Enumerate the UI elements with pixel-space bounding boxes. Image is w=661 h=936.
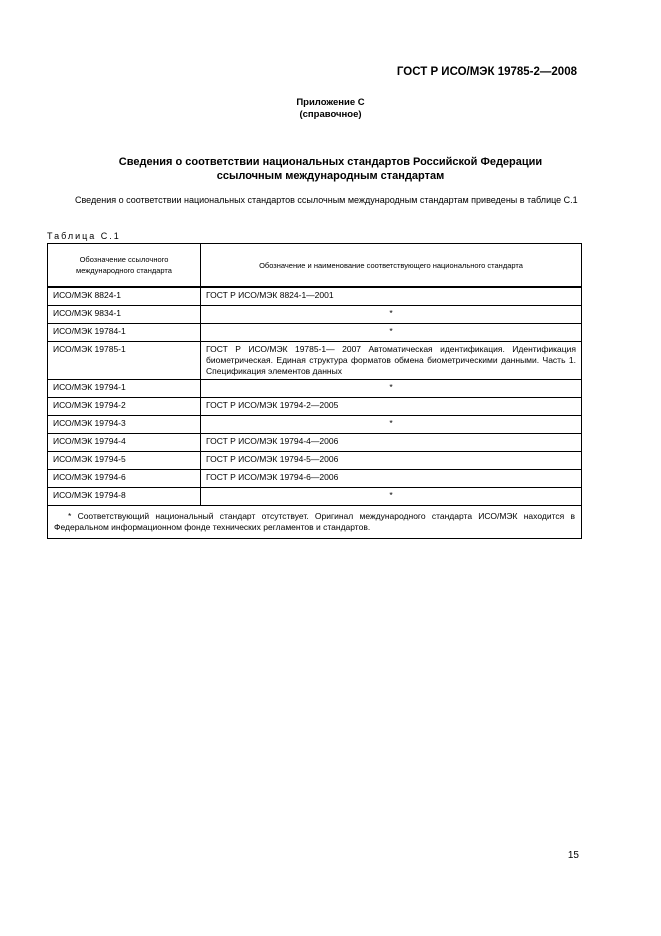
section-title xyxy=(60,155,601,183)
ref-cell: ИСО/МЭК 19785-1 xyxy=(48,342,201,380)
national-cell: ГОСТ Р ИСО/МЭК 19794-5—2006 xyxy=(201,452,582,470)
ref-cell: ИСО/МЭК 19794-4 xyxy=(48,434,201,452)
ref-cell: ИСО/МЭК 19794-2 xyxy=(48,398,201,416)
table-row xyxy=(48,488,582,506)
ref-cell: ИСО/МЭК 19794-8 xyxy=(48,488,201,506)
intro-paragraph: Сведения о соответствии национальных стандартов ссылочным международным стандартам приведены в таблице С.1 xyxy=(75,195,578,205)
ref-cell: ИСО/МЭК 19794-5 xyxy=(48,452,201,470)
section-title-line2: ссылочным международным стандартам xyxy=(216,170,445,182)
ref-cell: ИСО/МЭК 8824-1 xyxy=(48,287,201,306)
table-row xyxy=(48,380,582,398)
annex-type: (справочное) xyxy=(299,109,362,120)
national-cell: ГОСТ Р ИСО/МЭК 19794-4—2006 xyxy=(201,434,582,452)
table-footnote: * Соответствующий национальный стандарт отсутствует. Оригинал международного стандарта ИСО/МЭК находится в Федеральном информационном фонде технических регламентов и стандартов. xyxy=(48,506,582,539)
national-cell: * xyxy=(201,416,582,434)
national-cell: ГОСТ Р ИСО/МЭК 19794-2—2005 xyxy=(201,398,582,416)
section-title-line1: Сведения о соответствии национальных стандартов Российской Федерации xyxy=(118,156,543,168)
ref-cell: ИСО/МЭК 19794-1 xyxy=(48,380,201,398)
document-code: ГОСТ Р ИСО/МЭК 19785-2—2008 xyxy=(396,66,577,78)
table-row xyxy=(48,324,582,342)
national-cell: ГОСТ Р ИСО/МЭК 19794-6—2006 xyxy=(201,470,582,488)
table-row xyxy=(48,398,582,416)
table-row xyxy=(48,452,582,470)
table-row xyxy=(48,287,582,306)
page-number: 15 xyxy=(567,850,579,861)
table-header-row xyxy=(48,244,582,288)
header-national-standard: Обозначение и наименование соответствующего национального стандарта xyxy=(201,244,582,288)
national-cell: * xyxy=(201,306,582,324)
national-cell: * xyxy=(201,488,582,506)
national-cell: * xyxy=(201,380,582,398)
table-row xyxy=(48,434,582,452)
national-cell: * xyxy=(201,324,582,342)
correspondence-table xyxy=(47,243,582,539)
table-row xyxy=(48,342,582,380)
annex-title: Приложение С xyxy=(296,97,365,108)
national-cell: ГОСТ Р ИСО/МЭК 19785-1— 2007 Автоматическая идентификация. Идентификация биометрическая. Единая структура форматов обмена биометрическими данными. Часть 1. Спецификация элементов данных xyxy=(201,342,582,380)
table-caption: Таблица С.1 xyxy=(47,231,121,241)
table-row xyxy=(48,416,582,434)
ref-cell: ИСО/МЭК 19794-6 xyxy=(48,470,201,488)
header-ref-standard: Обозначение ссылочного международного стандарта xyxy=(48,244,201,288)
table-footnote-row xyxy=(48,506,582,539)
annex-heading xyxy=(0,97,661,121)
ref-cell: ИСО/МЭК 19784-1 xyxy=(48,324,201,342)
table-row xyxy=(48,306,582,324)
ref-cell: ИСО/МЭК 19794-3 xyxy=(48,416,201,434)
table-row xyxy=(48,470,582,488)
ref-cell: ИСО/МЭК 9834-1 xyxy=(48,306,201,324)
national-cell: ГОСТ Р ИСО/МЭК 8824-1—2001 xyxy=(201,287,582,306)
